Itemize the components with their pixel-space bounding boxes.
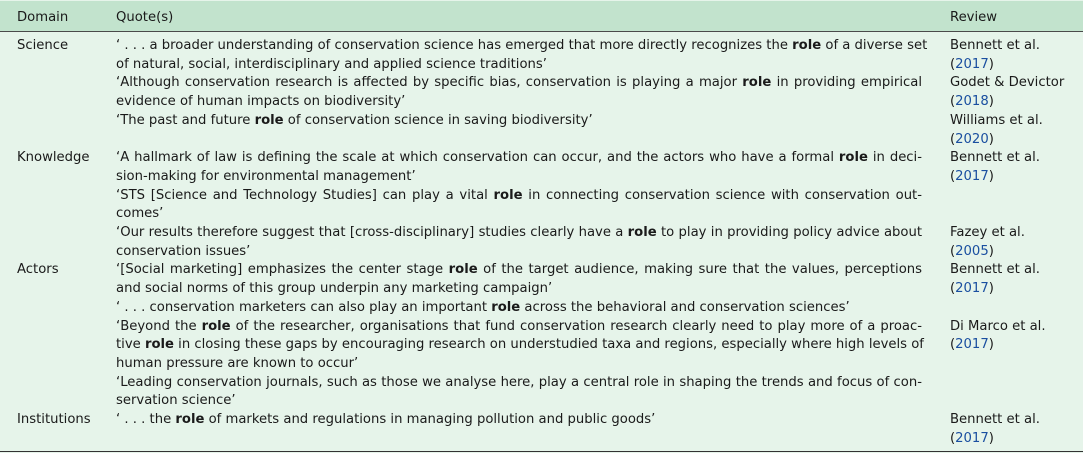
quote-text: of a diverse set [821, 38, 928, 53]
quote-line [116, 149, 922, 167]
review-year: (2017) [950, 168, 994, 184]
quote-keyword: role [175, 412, 205, 427]
quote-line [116, 187, 922, 205]
quote-text: of markets and regulations in managing pollution and public goods’ [204, 412, 656, 427]
quote-text: ‘ . . . conservation marketers can also play an important [116, 299, 492, 315]
quote-line [116, 74, 922, 92]
quote-text: ‘STS [Science and Technology Studies] can play a vital [116, 187, 494, 203]
quote-text: ‘The past and future [116, 112, 255, 128]
quote-line [116, 355, 358, 373]
review-year-link[interactable]: 2020 [955, 131, 989, 147]
header-rule [0, 31, 1083, 32]
review-year: (2017) [950, 56, 994, 72]
quote-text: of the researcher, organisations that fund conservation research clearly need to play more of a proac- [230, 318, 922, 334]
quote-text: ‘Beyond the [116, 318, 202, 334]
quote-keyword: role [254, 112, 284, 128]
domain-cell: Institutions [17, 412, 91, 427]
quote-line [116, 392, 236, 410]
quote-line [116, 261, 922, 279]
domain-cell: Knowledge [17, 150, 90, 166]
quote-text: tive [116, 337, 145, 353]
quote-line [116, 37, 928, 55]
quote-text: in providing empirical [771, 75, 922, 91]
review-year-link[interactable]: 2017 [955, 281, 989, 297]
review-year-link[interactable]: 2005 [955, 243, 989, 259]
review-year: (2017) [950, 281, 994, 297]
quote-line [116, 205, 163, 223]
quote-line [116, 299, 850, 317]
quote-text: of conservation science in saving biodiversity’ [283, 112, 593, 128]
quote-text: sion-making for environmental management’ [116, 168, 416, 184]
quote-line [116, 243, 250, 261]
quote-keyword: role [838, 150, 868, 166]
quote-text: ‘Although conservation research is affected by specific bias, conservation is playing a major [116, 75, 743, 91]
review-year: (2020) [950, 131, 994, 147]
quote-keyword: role [144, 337, 174, 353]
quote-text: ‘[Social marketing] emphasizes the center stage [116, 262, 449, 278]
review-year: (2017) [950, 337, 994, 353]
quote-keyword: role [627, 225, 657, 240]
header-quotes: Quote(s) [116, 10, 174, 25]
quote-keyword: role [448, 262, 478, 278]
review-year: (2017) [950, 430, 994, 446]
quote-text: ‘ . . . a broader understanding of conservation science has emerged that more directly recognizes the [116, 38, 793, 53]
quote-line [116, 56, 547, 74]
quote-line [116, 336, 922, 354]
review-year-link[interactable]: 2017 [955, 430, 989, 446]
quote-text: ‘Leading conservation journals, such as those we analyse here, play a central role in shaping the trends and focus of con- [116, 374, 922, 390]
quote-text: in deci- [867, 150, 922, 166]
review-year: (2018) [950, 94, 994, 110]
quote-line [116, 168, 416, 186]
quote-text: ‘Our results therefore suggest that [cross-disciplinary] studies clearly have a [116, 225, 628, 240]
review-author: Bennett et al. [950, 262, 1040, 278]
quote-text: conservation issues’ [116, 243, 251, 259]
quote-keyword: role [491, 299, 521, 315]
review-author: Fazey et al. [950, 225, 1025, 240]
quote-text: ‘A hallmark of law is defining the scale at which conservation can occur, and the actors who have a formal [116, 150, 839, 166]
quote-line [116, 224, 922, 242]
quote-text: comes’ [116, 206, 164, 222]
quote-line [116, 93, 405, 111]
domain-cell: Science [17, 38, 69, 53]
quote-line [116, 374, 922, 392]
table-header [0, 1, 1083, 31]
quote-keyword: role [201, 318, 231, 334]
quote-keyword: role [493, 187, 523, 203]
quote-line [116, 280, 552, 298]
review-year-link[interactable]: 2018 [955, 94, 989, 110]
review-year-link[interactable]: 2017 [955, 56, 989, 72]
quote-text: ‘ . . . the [116, 412, 176, 427]
review-year-link[interactable]: 2017 [955, 337, 989, 353]
review-author: Di Marco et al. [950, 318, 1046, 334]
quote-text: in connecting conservation science with conservation out- [522, 187, 922, 203]
quote-text: and social norms of this group underpin any marketing campaign’ [116, 281, 553, 297]
quote-line [116, 318, 922, 336]
review-author: Bennett et al. [950, 150, 1040, 166]
review-year: (2005) [950, 243, 994, 259]
quote-text: evidence of human impacts on biodiversity’ [116, 94, 406, 110]
bottom-rule [0, 451, 1083, 452]
quote-text: human pressure are known to occur’ [116, 355, 359, 371]
review-author: Bennett et al. [950, 412, 1040, 427]
quote-keyword: role [742, 75, 772, 91]
quote-text: servation science’ [116, 393, 236, 409]
quote-text: across the behavioral and conservation sciences’ [520, 299, 850, 315]
quote-text: of natural, social, interdisciplinary and applied science traditions’ [116, 56, 547, 72]
header-review: Review [950, 10, 998, 25]
review-author: Godet & Devictor [950, 75, 1065, 91]
header-domain: Domain [17, 10, 69, 25]
review-author: Bennett et al. [950, 38, 1040, 53]
review-year-link[interactable]: 2017 [955, 168, 989, 184]
quote-line [116, 112, 593, 130]
domain-cell: Actors [17, 262, 59, 278]
review-author: Williams et al. [950, 112, 1043, 128]
quote-text: to play in providing policy advice about [656, 225, 923, 240]
quote-keyword: role [792, 38, 822, 53]
quote-line [116, 411, 655, 429]
quote-text: of the target audience, making sure that the values, perceptions [477, 262, 922, 278]
quote-text: in closing these gaps by encouraging research on understudied taxa and regions, especially where high levels of [173, 337, 924, 353]
